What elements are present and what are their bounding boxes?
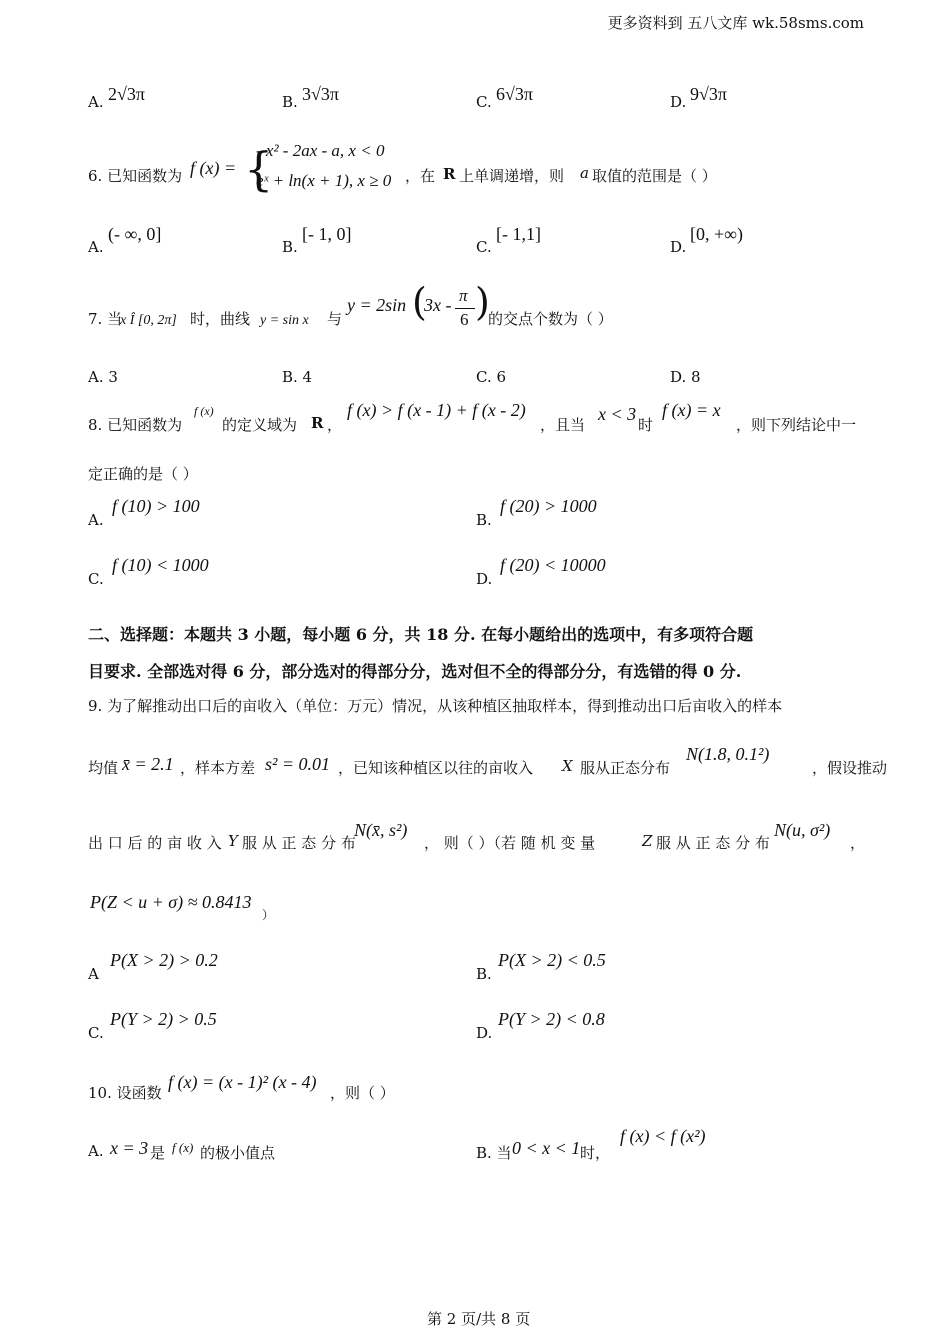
header-watermark: 更多资料到 五八文库 wk.58sms.com [607,14,864,32]
q5-opt-d-label: D. [670,93,687,111]
q5-opt-b-value: 3√3π [302,84,339,104]
q8-fx: f (x) [194,404,214,418]
q9-sample-mean: x̄ = 2.1 [122,754,174,774]
q8-stem-e: 时 [638,416,654,434]
q9-l3-b: 服 从 正 态 分 布 [242,834,356,852]
q7-paren-left: ( [412,280,427,324]
q6-opt-b-label: B. [282,238,298,256]
q7-stem-b: 时，曲线 [190,310,251,328]
q9-opt-d-label: D. [476,1024,493,1042]
q8-stem-g: 定正确的是（ ） [88,465,198,483]
q6-opt-d-label: D. [670,238,687,256]
q9-l2-e: ，假设推动 [812,759,888,777]
q8-opt-c-value: f (10) < 1000 [112,555,209,575]
q5-opt-a-label: A. [88,93,104,111]
q5-opt-c-label: C. [476,93,492,111]
q7-fraction-num: π [459,286,468,305]
q7-paren-right: ) [475,280,490,324]
q9-l3-e: ， [850,834,866,852]
q10-opt-b-label: B. 当 [476,1144,512,1162]
q6-opt-c-label: C. [476,238,492,256]
q8-equation: f (x) = x [662,400,721,420]
q7-opt-b: B. 4 [282,368,313,386]
q10-opt-a-math: x = 3 [110,1138,149,1158]
q8-stem-c: ， [327,416,343,434]
q9-line-1: 9. 为了解推动出口后的亩收入（单位：万元）情况，从该种植区抽取样本，得到推动出口后亩收入的样本 [88,697,783,715]
q8-stem-d: ，且当 [540,416,586,434]
q9-opt-d-value: P(Y > 2) < 0.8 [498,1009,605,1029]
page-number: 第 2 页/共 8 页 [427,1310,531,1328]
q6-opt-b-value: [- 1, 0] [302,224,352,244]
section-2-line-1: 二、选择题：本题共 3 小题，每小题 6 分，共 18 分. 在每小题给出的选项中，有多项符合题 [88,625,754,644]
q8-stem-b: 的定义域为 [222,416,298,434]
q6-stem-d: 取值的范围是（ ） [592,167,717,185]
q7-opt-c: C. 6 [476,368,507,386]
q9-normal-y: N(x̄, s²) [354,820,408,840]
q10-opt-b-math: f (x) < f (x²) [620,1126,706,1146]
q10-opt-a-end: 的极小值点 [200,1144,276,1162]
q9-l4-prob: P(Z < u + σ) ≈ 0.8413 [90,892,252,912]
q6-opt-d-value: [0, +∞) [690,224,743,244]
q10-opt-a-label: A. [88,1142,104,1160]
q7-fraction-bar [455,308,475,309]
q9-l2-d: 服从正态分布 [580,759,671,777]
q8-inequality: f (x) > f (x - 1) + f (x - 2) [347,400,526,420]
q6-opt-a-label: A. [88,238,104,256]
q5-opt-c-value: 6√3π [496,84,533,104]
section-2-line-2: 目要求. 全部选对得 6 分，部分选对的得部分分，选对但不全的得部分分，有选错的得 0 分. [88,662,742,681]
q7-curve-2-lhs: y = 2sin [347,295,407,315]
q7-opt-d: D. 8 [670,368,701,386]
q10-function: f (x) = (x - 1)² (x - 4) [168,1072,317,1092]
q8-stem-start: 8. 已知函数为 [88,416,183,434]
q6-opt-c-value: [- 1,1] [496,224,541,244]
q8-opt-d-label: D. [476,570,493,588]
q9-l3-c: ， 则（ ）（若 随 机 变 量 [424,834,596,852]
q8-condition: x < 3 [598,404,637,424]
q9-opt-c-value: P(Y > 2) > 0.5 [110,1009,217,1029]
q7-curve-1: y = sin x [260,313,309,328]
q7-condition: x Î [0, 2π] [120,313,177,328]
q9-l4-end: ） [262,908,275,922]
q10-opt-b-condition: 0 < x < 1 [512,1138,581,1158]
q9-var-x: X [562,757,573,775]
q5-opt-b-label: B. [282,93,298,111]
q6-var-a: a [580,164,589,182]
q6-bold-r: R [443,165,456,183]
q8-opt-b-label: B. [476,511,492,529]
q5-opt-d-value: 9√3π [690,84,727,104]
q9-opt-b-label: B. [476,965,492,983]
q9-opt-a-value: P(X > 2) > 0.2 [110,950,218,970]
q9-opt-c-label: C. [88,1024,104,1042]
q7-stem-start: 7. 当 [88,310,123,328]
q8-bold-r: R [311,414,324,432]
q8-opt-a-value: f (10) > 100 [112,496,200,516]
q9-l2-c: ，已知该种植区以往的亩收入 [338,759,534,777]
q9-opt-b-value: P(X > 2) < 0.5 [498,950,606,970]
q6-case-2: eˣ + ln(x + 1), x ≥ 0 [256,171,392,190]
q6-stem-start: 6. 已知函数为 [88,167,183,185]
q8-opt-d-value: f (20) < 10000 [500,555,606,575]
q7-curve-2-arg: 3x - [424,295,452,315]
q9-l2-a: 均值 [88,759,119,777]
q7-opt-a: A. 3 [88,368,118,386]
q10-opt-a-fx: f (x) [172,1140,194,1155]
q6-opt-a-value: (- ∞, 0] [108,224,162,244]
q9-l3-a: 出 口 后 的 亩 收 入 [88,834,222,852]
q8-opt-b-value: f (20) > 1000 [500,496,597,516]
q8-stem-f: ，则下列结论中一 [736,416,857,434]
q10-opt-a-mid: 是 [150,1144,166,1162]
q5-opt-a-value: 2√3π [108,84,145,104]
q8-opt-a-label: A. [88,511,104,529]
q6-piecewise-brace: { [244,142,274,196]
q9-l3-d: 服 从 正 态 分 布 [656,834,770,852]
q7-stem-d: 的交点个数为（ ） [488,310,613,328]
q9-var-y: Y [228,832,238,850]
q9-var-z: Z [642,832,653,850]
q9-normal-z: N(u, σ²) [774,820,831,840]
q6-stem-c: 上单调递增，则 [459,167,565,185]
q7-fraction-den: 6 [460,310,469,329]
q10-opt-b-mid: 时， [580,1144,611,1162]
q8-opt-c-label: C. [88,570,104,588]
q10-stem-start: 10. 设函数 [88,1084,162,1102]
q9-sample-variance: s² = 0.01 [265,754,331,774]
q9-opt-a-label: A [88,965,99,983]
q9-l2-b: ，样本方差 [180,759,256,777]
q6-func-lhs: f (x) = [190,158,237,178]
q10-stem-end: ，则（ ） [330,1084,395,1102]
q6-case-1: - x² - 2ax - a, x < 0 [256,141,385,160]
q9-normal-x: N(1.8, 0.1²) [686,744,770,764]
q6-stem-b: ，在 [405,167,436,185]
q7-stem-c: 与 [327,310,343,328]
